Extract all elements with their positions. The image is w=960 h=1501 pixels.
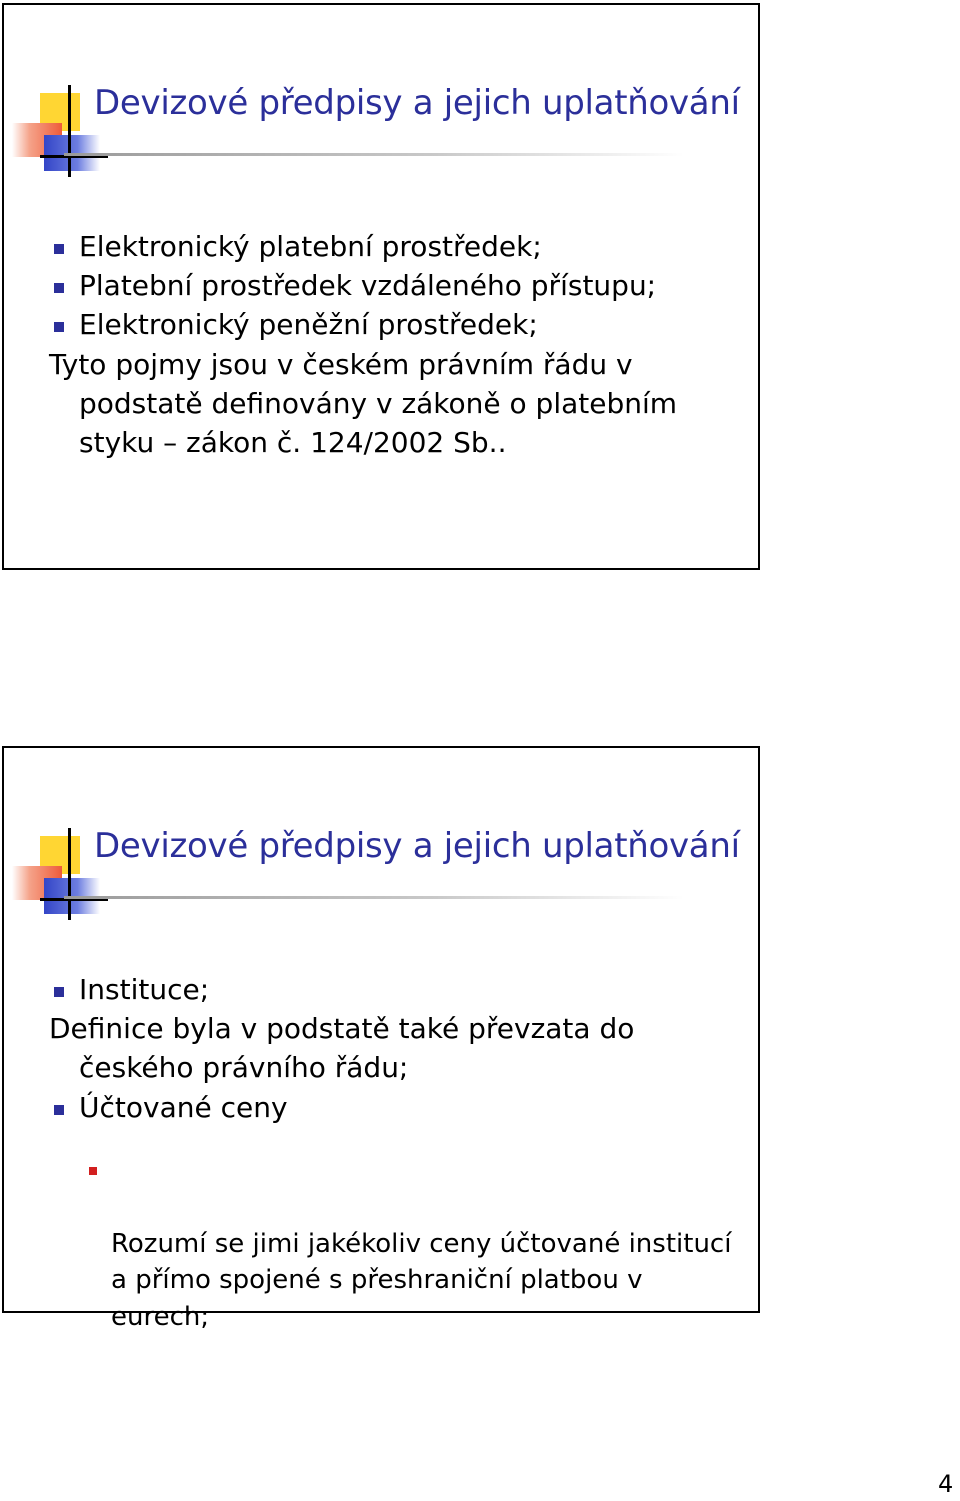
title-underline	[64, 153, 684, 156]
sub-bullet-item	[111, 1153, 731, 1335]
bullet-text: Účtované ceny	[79, 1090, 288, 1124]
slide-title: Devizové předpisy a jejich uplatňování	[94, 826, 740, 866]
bullet-text: Instituce;	[79, 973, 210, 1006]
slide-body	[49, 227, 677, 462]
slide-2	[2, 746, 760, 1332]
square-bullet-icon	[54, 987, 64, 997]
bullet-text: Elektronický peněžní prostředek;	[79, 308, 538, 342]
body-paragraph: Definice byla v podstatě také převzata do českého právního řádu;	[49, 1012, 635, 1085]
bullet-item	[49, 266, 677, 305]
page-number: 4	[938, 1470, 954, 1498]
square-bullet-icon	[54, 1105, 64, 1115]
title-underline	[64, 896, 684, 899]
red-square-bullet-icon	[89, 1167, 97, 1175]
body-paragraph: Tyto pojmy jsou v českém právním řádu v podstatě definovány v zákoně o platebním styku – zákon č. 124/2002 Sb..	[49, 347, 678, 459]
bullet-item	[49, 970, 634, 1009]
bullet-text: Elektronický platební prostředek;	[79, 230, 542, 263]
square-bullet-icon	[54, 244, 64, 254]
sub-bullet-list	[49, 1153, 731, 1335]
bullet-item	[49, 1088, 634, 1127]
bullet-item	[49, 227, 677, 266]
logo-vertical-line	[68, 828, 71, 920]
bullet-item	[49, 305, 677, 344]
square-bullet-icon	[54, 283, 64, 293]
logo-vertical-line	[68, 85, 71, 177]
slide-title: Devizové předpisy a jejich uplatňování	[94, 83, 740, 123]
square-bullet-icon	[54, 322, 64, 332]
sub-bullet-text: Rozumí se jimi jakékoliv ceny účtované institucí a přímo spojené s přeshraniční platbou v eurech;	[111, 1228, 732, 1332]
slide-1	[2, 3, 760, 570]
bullet-text: Platební prostředek vzdáleného přístupu;	[79, 269, 657, 303]
slide-body	[49, 970, 634, 1127]
